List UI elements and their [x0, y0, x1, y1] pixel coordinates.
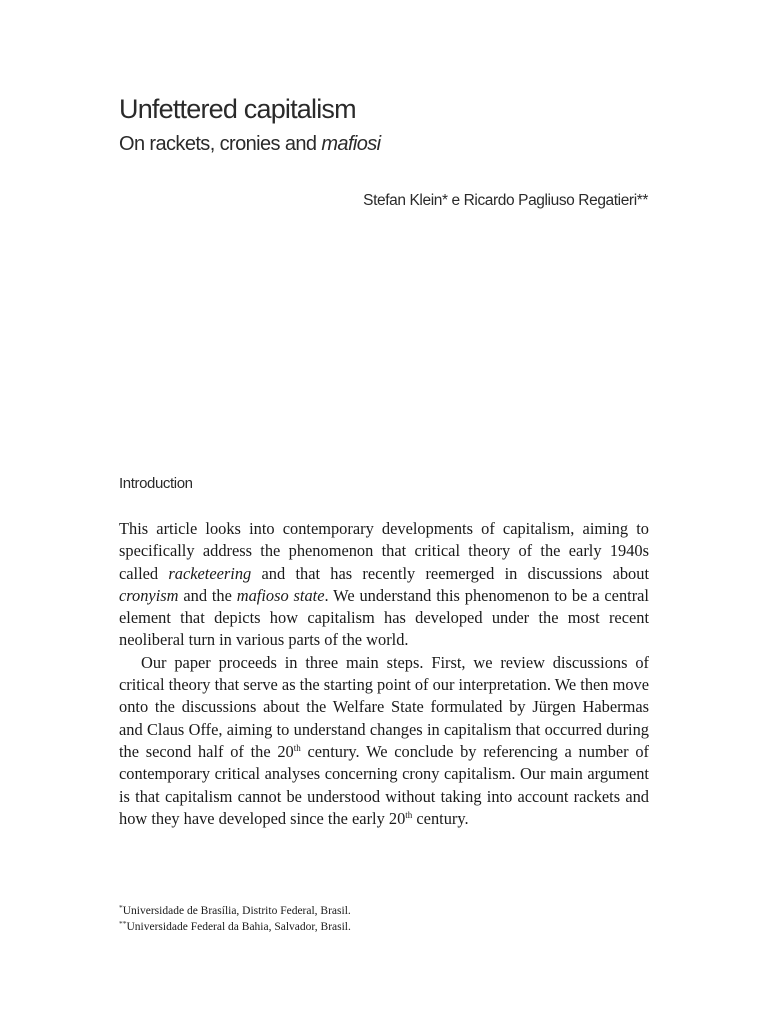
paragraph-2-text: Our paper proceeds in three main steps. First, we review discussions of critical theory that serve as the starting point of our interpretation. We then move onto the discussions about the Welfare State formulated by Jürgen Habermas and Claus Offe, aiming to understand changes in capitalism that occurred during the second half of the 20	[119, 652, 649, 761]
footnote-mark: *	[119, 903, 123, 912]
paragraph-2-text: century. We conclude by referencing a number of contemporary critical analyses concerning crony capitalism. Our main argument is that capitalism cannot be understood without taking into account rackets and how they have developed since the early 20	[119, 741, 650, 828]
article-title: Unfettered capitalism	[119, 94, 356, 124]
footnotes	[119, 903, 351, 935]
article-subtitle	[119, 130, 381, 158]
paragraph-1-text: and the	[178, 585, 237, 605]
footnote	[119, 919, 351, 935]
paragraph-1-text: and that has recently reemerged in discussions about	[251, 563, 649, 583]
italic-term-mafioso-state: mafioso state	[236, 585, 325, 605]
paragraph-2	[119, 652, 649, 830]
paragraph-2-text: century.	[412, 808, 469, 828]
footnote	[119, 903, 351, 919]
paragraph-1-text: This article looks into contemporary developments of capitalism, aiming to specifically address the phenomenon that critical theory of the early 1940s called	[119, 519, 649, 583]
paragraph-1-text: . We understand this phenomenon to be a central element that depicts how capitalism has developed under the most recent neoliberal turn in various parts of the world.	[119, 585, 649, 650]
subtitle-text: On rackets, cronies and	[119, 133, 322, 155]
ordinal-superscript: th	[293, 742, 301, 753]
italic-term-cronyism: cronyism	[119, 585, 179, 605]
section-heading: Introduction	[119, 475, 193, 492]
italic-term-racketeering: racketeering	[168, 563, 252, 583]
subtitle-italic: mafiosi	[321, 133, 381, 155]
ordinal-superscript: th	[405, 809, 413, 820]
article-authors: Stefan Klein* e Ricardo Pagliuso Regatieri**	[363, 192, 648, 209]
body-text	[119, 518, 649, 830]
footnote-text: Universidade de Brasília, Distrito Federal, Brasil.	[122, 905, 351, 917]
footnote-mark: **	[119, 919, 127, 928]
paragraph-1	[119, 518, 649, 652]
footnote-text: Universidade Federal da Bahia, Salvador, Brasil.	[126, 921, 351, 933]
